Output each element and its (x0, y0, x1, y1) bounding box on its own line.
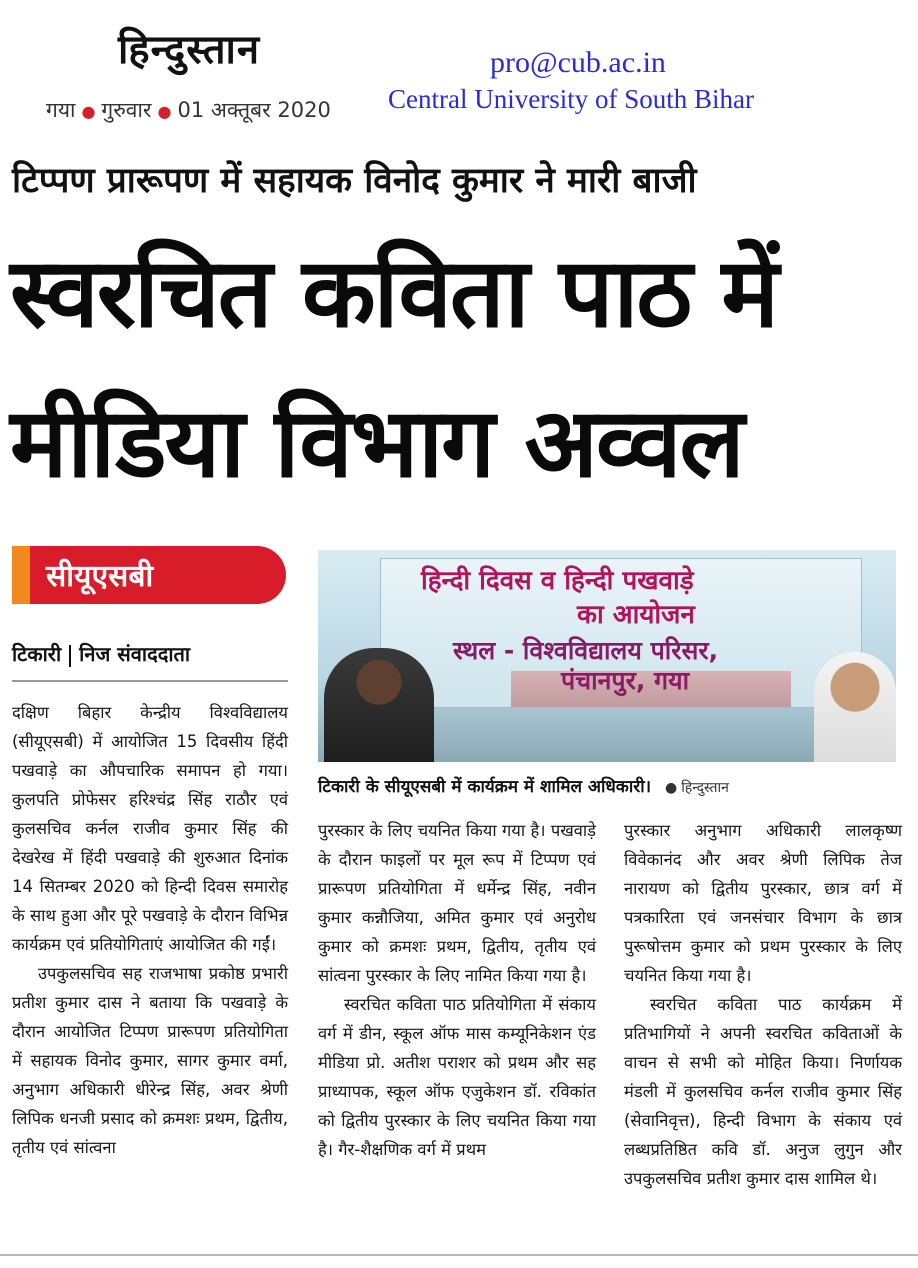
section-tag-label: सीयूएसबी (46, 559, 154, 594)
article-column-2 (318, 816, 596, 1164)
article-column-3 (624, 816, 902, 1193)
photo-caption (318, 774, 729, 797)
paragraph: स्वरचित कविता पाठ कार्यक्रम में प्रतिभागियों ने अपनी स्वरचित कविताओं के वाचन से सभी को मोहित किया। निर्णायक मंडली में कुलसचिव कर्नल राजीव कुमार सिंह (सेवानिवृत्त), हिन्दी विभाग के संकाय एवं लब्धप्रतिष्ठित कवि डॉ. अनुज लुगुन और उपकुलसचिव प्रतीश कुमार दास शामिल थे। (624, 995, 902, 1188)
headline-line-2: मीडिया विभाग अव्वल (10, 387, 743, 499)
masthead-day: गुरुवार (101, 98, 152, 122)
banner-line-1: हिन्दी दिवस व हिन्दी पखवाड़े (421, 566, 694, 596)
subheadline: टिप्पण प्रारूपण में सहायक विनोद कुमार ने मारी बाजी (12, 161, 697, 201)
masthead-dateline (46, 96, 331, 124)
caption-text: टिकारी के सीयूएसबी में कार्यक्रम में शामिल अधिकारी। (318, 777, 652, 797)
banner-line-4: पंचानपुर, गया (561, 666, 690, 695)
dateline-place: टिकारी (12, 642, 62, 666)
paragraph: पुरस्कार के लिए चयनित किया गया है। पखवाड़े के दौरान फाइलों पर मूल रूप में टिप्पण एवं प्रारूपण प्रतियोगिता में धर्मेन्द्र सिंह, नवीन कुमार कन्नौजिया, अमित कुमार एवं अनुरोध कुमार को क्रमशः प्रथम, द्वितीय, तृतीय एवं सांत्वना पुरस्कार के लिए नामित किया गया है। (318, 821, 596, 985)
university-name: Central University of South Bihar (388, 84, 754, 114)
byline: निज संवाददाता (79, 642, 191, 666)
pro-email: pro@cub.ac.in (490, 46, 666, 79)
dateline-separator (69, 645, 71, 667)
article-photo (318, 550, 896, 762)
paragraph: पुरस्कार अनुभाग अधिकारी लालकृष्ण विवेकानंद और अवर श्रेणी लिपिक तेज नारायण को द्वितीय पुरस्कार, छात्र वर्ग में पत्रकारिता एवं जनसंचार विभाग के छात्र पुरूषोत्तम कुमार को प्रथम पुरस्कार के लिए चयनित किया गया है। (624, 821, 902, 985)
bullet-icon: ● (665, 780, 678, 796)
caption-credit (665, 780, 729, 796)
bullet-icon: ● (157, 102, 172, 121)
masthead-city: गया (46, 98, 76, 122)
banner-line-2: का आयोजन (577, 600, 695, 630)
paragraph: दक्षिण बिहार केन्द्रीय विश्वविद्यालय (सीयूएसबी) में आयोजित 15 दिवसीय हिंदी पखवाड़े का औपचारिक समापन हो गया। कुलपति प्रोफेसर हरिश्चंद्र सिंह राठौर एवं कुलसचिव कर्नल राजीव कुमार सिंह की देखरेख में हिंदी पखवाड़े की शुरुआत दिनांक 14 सितम्बर 2020 को हिन्दी दिवस समारोह के साथ हुआ और पूरे पखवाड़े के दौरान विभिन्न कार्यक्रम एवं प्रतियोगिताएं आयोजित की गईं। (12, 703, 288, 954)
person-left (324, 648, 434, 762)
paragraph: स्वरचित कविता पाठ प्रतियोगिता में संकाय वर्ग में डीन, स्कूल ऑफ मास कम्यूनिकेशन एंड मीडिया प्रो. अतीश पराशर को प्रथम और सह प्राध्यापक, स्कूल ऑफ एजुकेशन डॉ. रविकांत को द्वितीय पुरस्कार के लिए चयनित किया गया है। गैर-शैक्षणिक वर्ग में प्रथम (318, 995, 596, 1159)
bottom-divider (0, 1254, 918, 1256)
person-right (814, 652, 896, 762)
headline-line-1: स्वरचित कविता पाठ में (10, 237, 777, 349)
caption-credit-text: हिन्दुस्तान (681, 780, 729, 796)
divider (12, 680, 288, 682)
paragraph: उपकुलसचिव सह राजभाषा प्रकोष्ठ प्रभारी प्रतीश कुमार दास ने बताया कि पखवाड़े के दौरान आयोजित टिप्पण प्रारूपण प्रतियोगिता में सहायक विनोद कुमार, सागर कुमार वर्मा, अनुभाग अधिकारी धीरेन्द्र सिंह, अवर श्रेणी लिपिक धनजी प्रसाद को क्रमशः प्रथम, द्वितीय, तृतीय एवं सांत्वना (12, 964, 288, 1157)
banner-line-3: स्थल - विश्वविद्यालय परिसर, (453, 636, 719, 665)
section-tag (12, 546, 286, 604)
dateline (12, 640, 190, 667)
masthead-date: 01 अक्तूबर 2020 (177, 98, 331, 122)
masthead-logo: हिन्दुस्तान (118, 26, 261, 73)
article-column-1 (12, 698, 288, 1162)
photo-banner (380, 558, 862, 708)
bullet-icon: ● (81, 102, 96, 121)
section-tag-accent (12, 546, 30, 604)
